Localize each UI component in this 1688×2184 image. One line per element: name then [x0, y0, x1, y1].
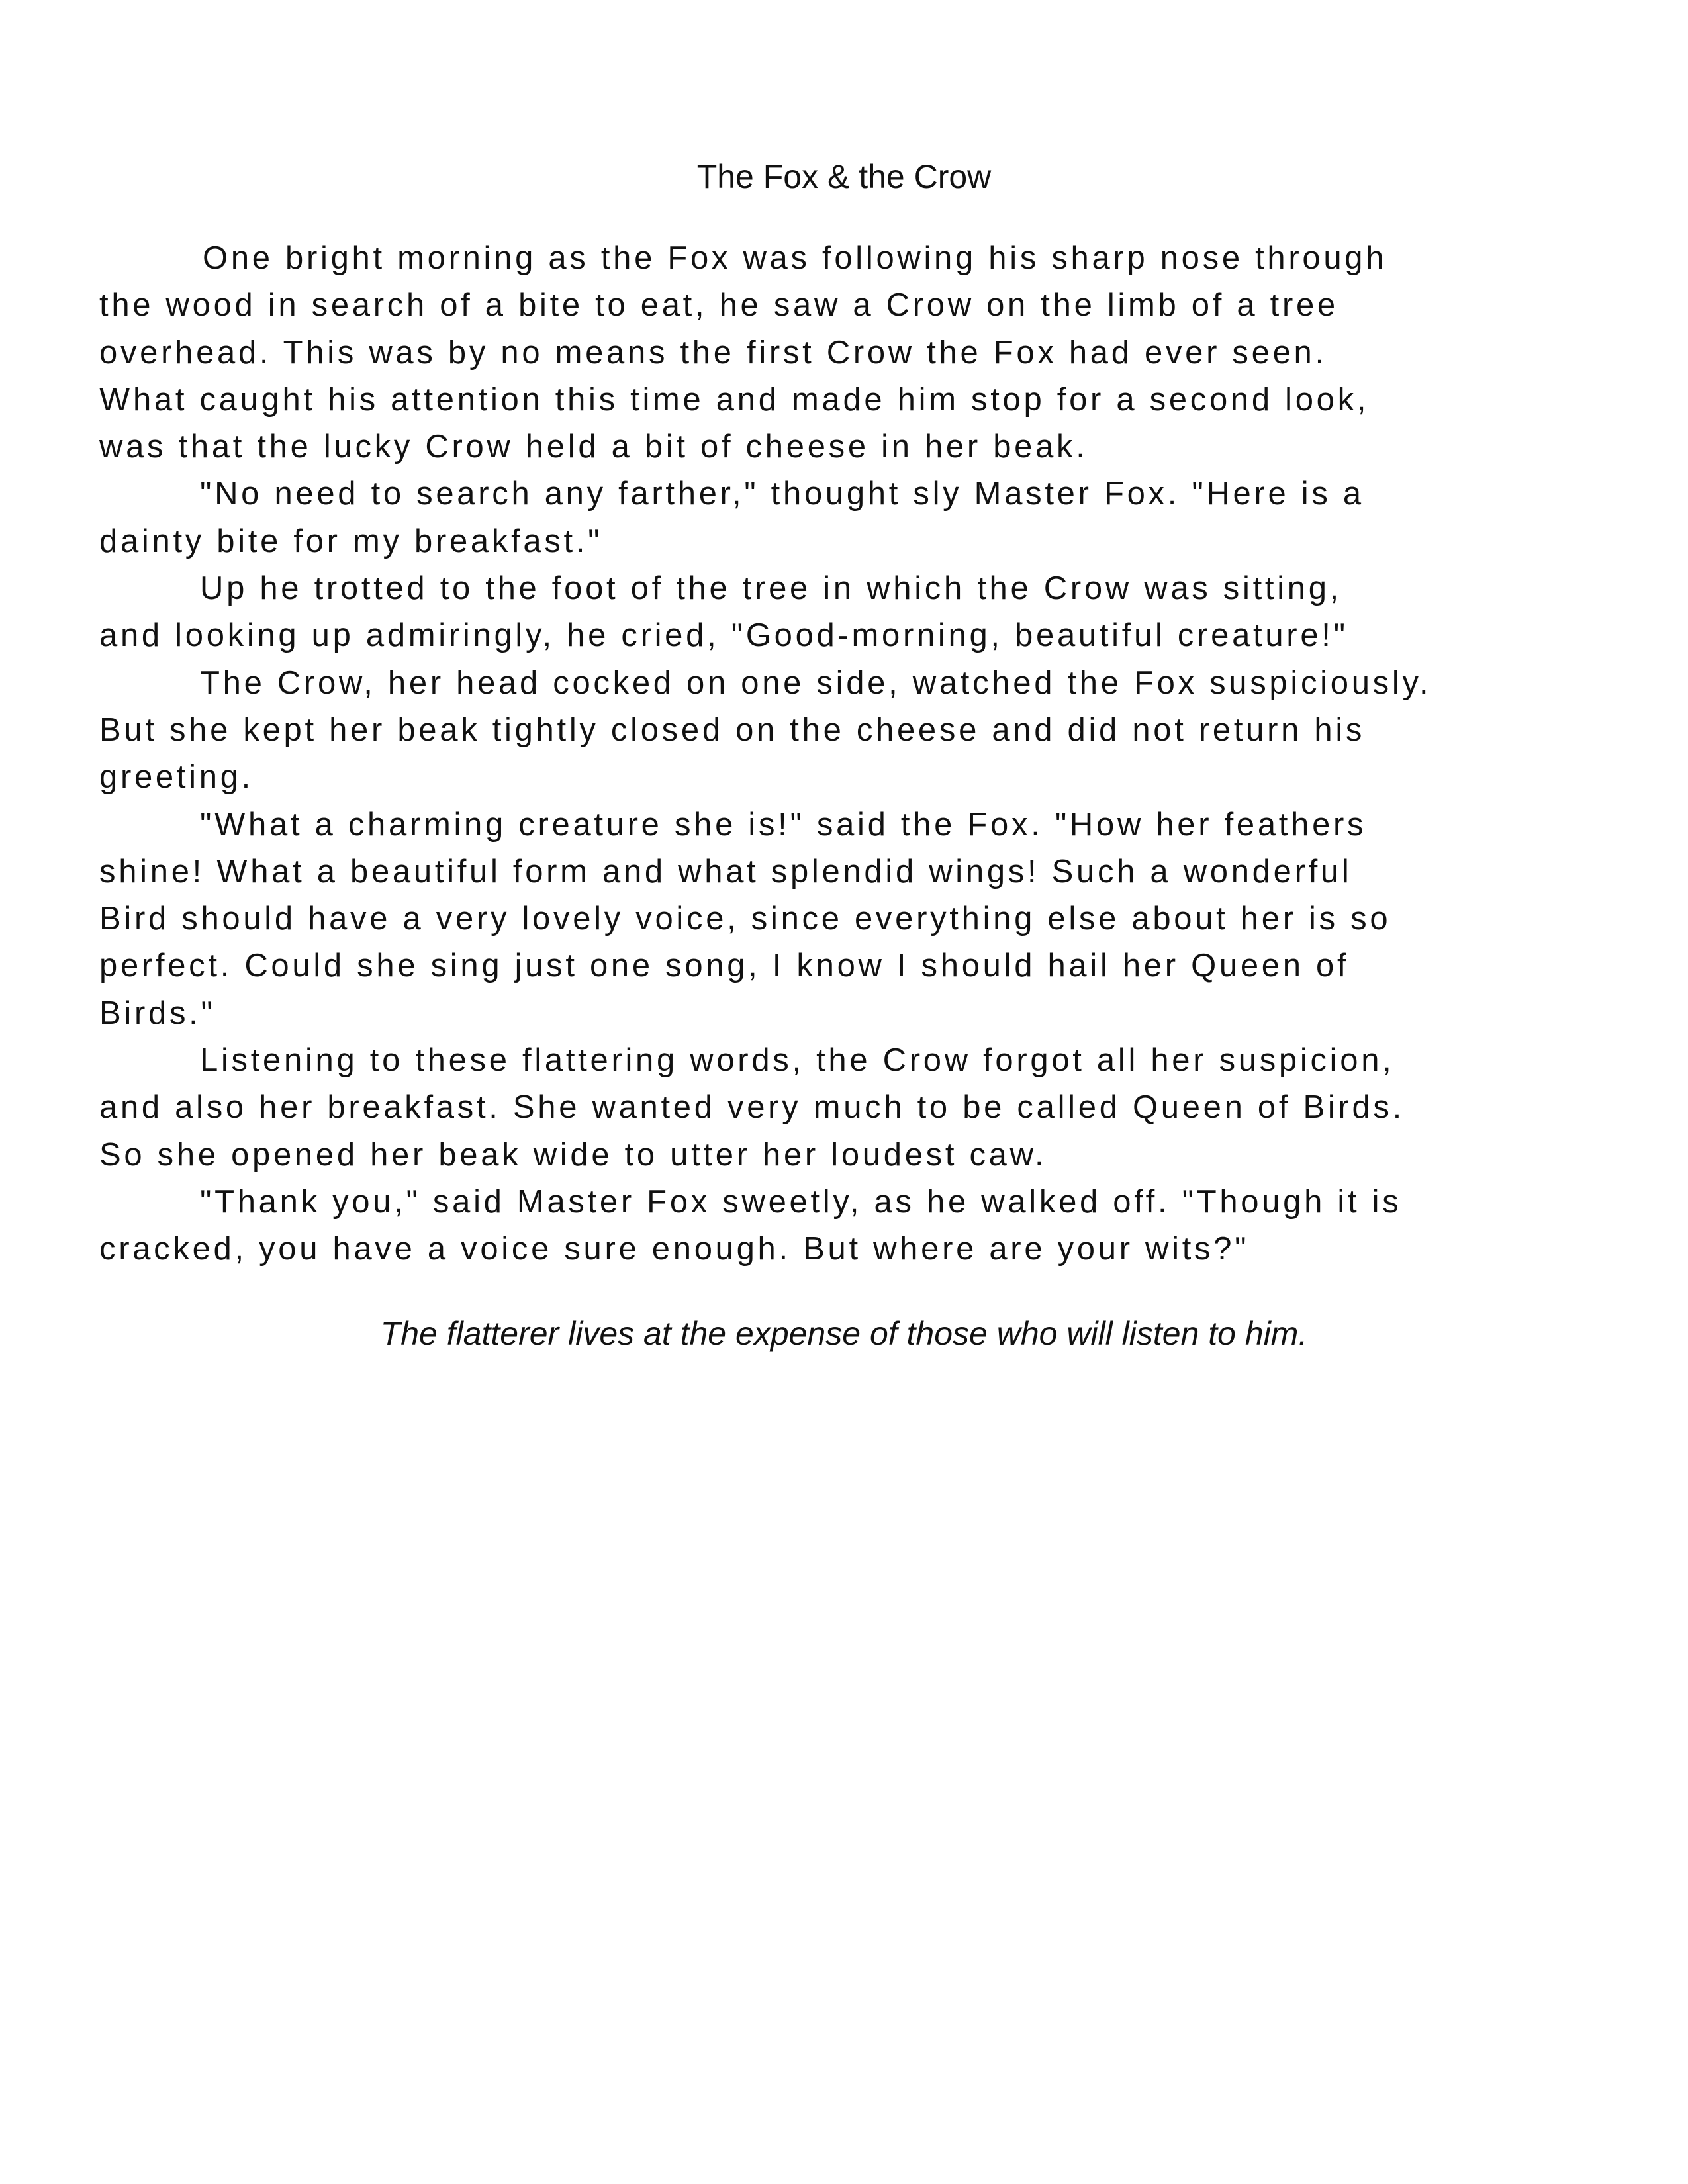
story-line: Birds." [99, 995, 216, 1031]
story-line: dainty bite for my breakfast." [99, 523, 603, 559]
story-line: Bird should have a very lovely voice, since everything else about her is so [99, 901, 1391, 937]
story-line: cracked, you have a voice sure enough. But where are your wits?" [99, 1231, 1250, 1267]
story-body [99, 235, 1602, 1273]
story-line: shine! What a beautiful form and what splendid wings! Such a wonderful [99, 853, 1352, 889]
story-line: "What a charming creature she is!" said the Fox. "How her feathers [200, 806, 1367, 842]
story-line: The Crow, her head cocked on one side, watched the Fox suspiciously. [200, 664, 1432, 701]
story-line: Up he trotted to the foot of the tree in which the Crow was sitting, [200, 570, 1342, 607]
story-line: perfect. Could she sing just one song, I know I should hail her Queen of [99, 948, 1350, 984]
story-line: "Thank you," said Master Fox sweetly, as he walked off. "Though it is [200, 1183, 1402, 1220]
story-line: overhead. This was by no means the first Crow the Fox had ever seen. [99, 334, 1327, 371]
story-line: was that the lucky Crow held a bit of cheese in her beak. [99, 429, 1088, 465]
story-line: "No need to search any farther," thought sly Master Fox. "Here is a [200, 476, 1364, 512]
story-line: One bright morning as the Fox was following his sharp nose through [203, 240, 1387, 276]
story-line: and looking up admiringly, he cried, "Good-morning, beautiful creature!" [99, 617, 1348, 654]
moral-text: The flatterer lives at the expense of those who will listen to him. [380, 1315, 1308, 1352]
story-line: What caught his attention this time and made him stop for a second look, [99, 381, 1370, 418]
story-line: and also her breakfast. She wanted very much to be called Queen of Birds. [99, 1089, 1405, 1126]
story-line: Listening to these flattering words, the Crow forgot all her suspicion, [200, 1042, 1395, 1079]
page-title: The Fox & the Crow [696, 158, 992, 195]
story-line: So she opened her beak wide to utter her loudest caw. [99, 1136, 1047, 1173]
story-line: But she kept her beak tightly closed on the cheese and did not return his [99, 711, 1366, 748]
story-line: greeting. [99, 759, 254, 796]
story-line: the wood in search of a bite to eat, he saw a Crow on the limb of a tree [99, 287, 1338, 324]
